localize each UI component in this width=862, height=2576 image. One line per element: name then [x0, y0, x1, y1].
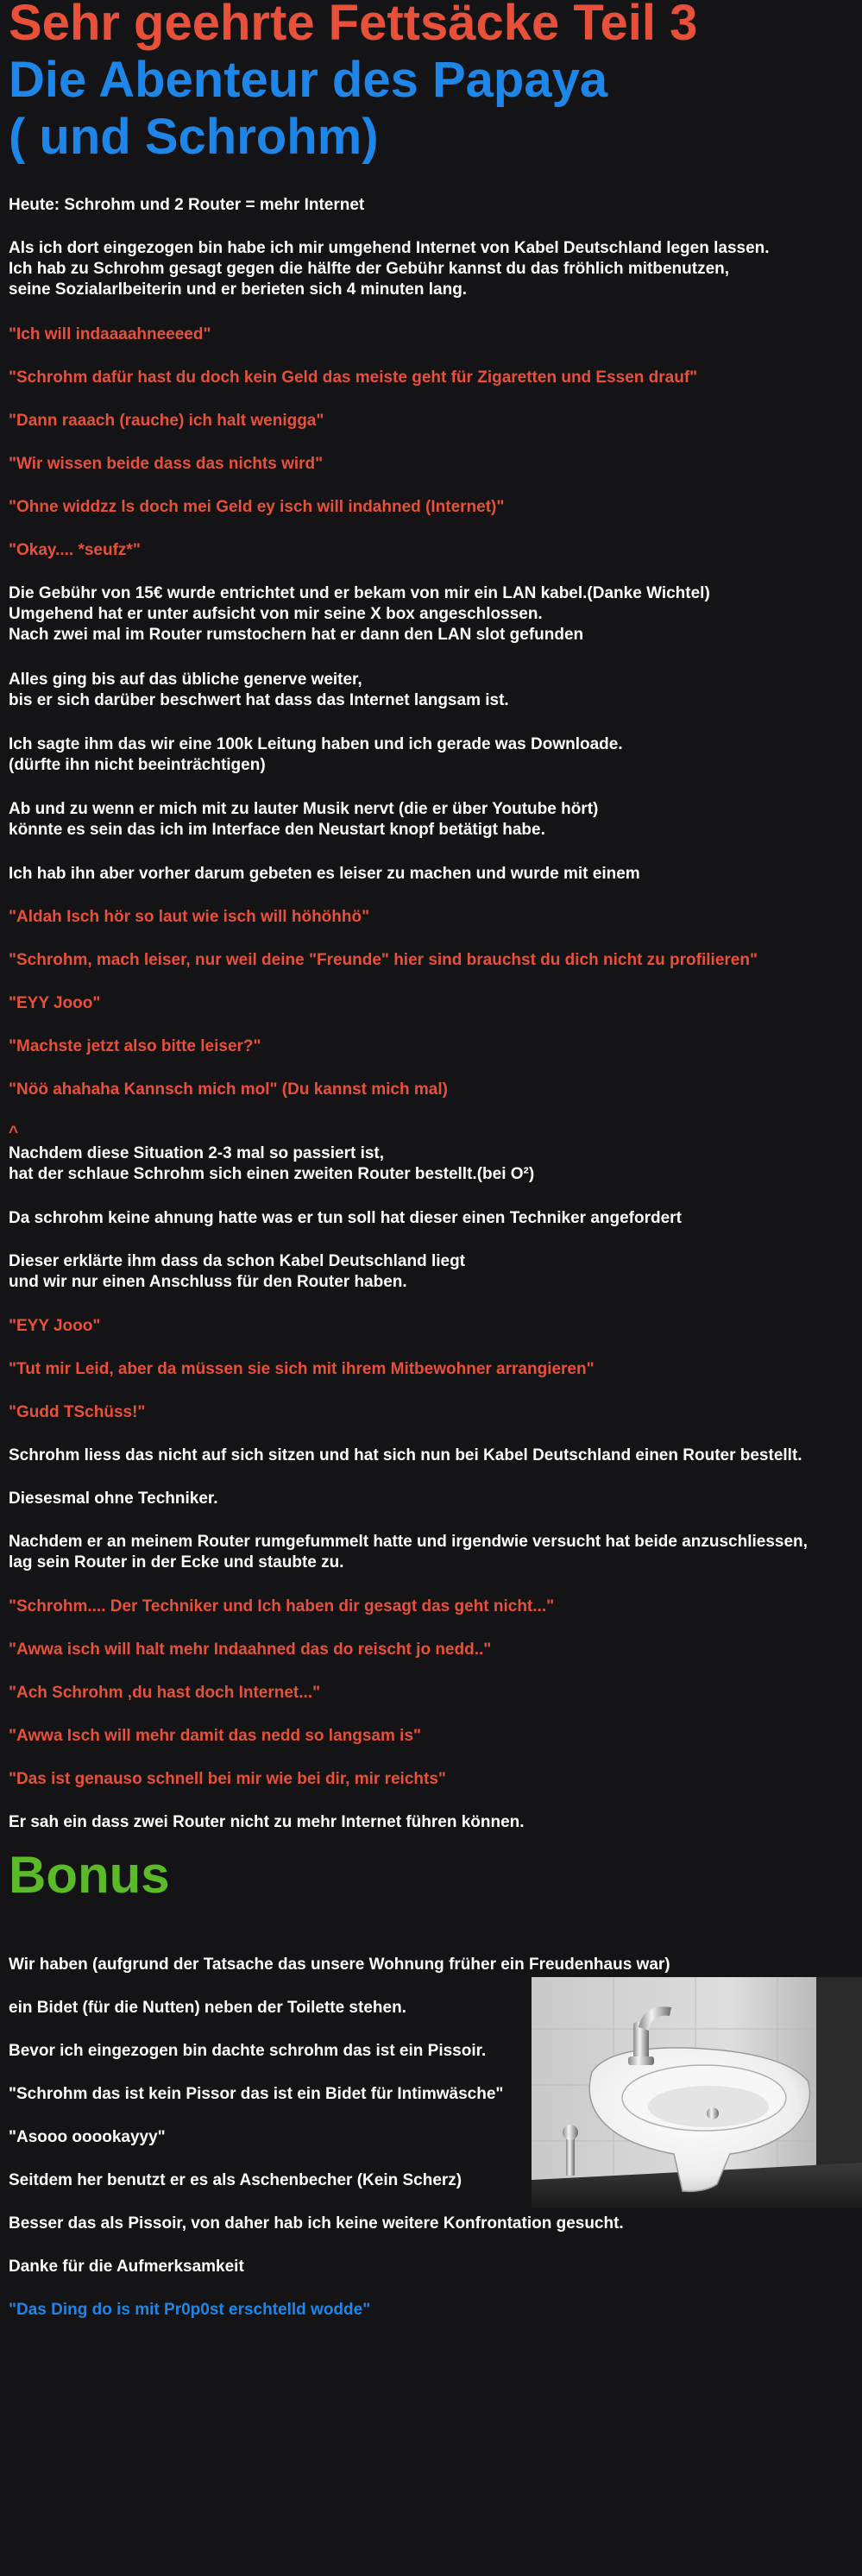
- text-line: könnte es sein das ich im Interface den Neustart knopf betätigt habe.: [9, 821, 545, 839]
- story-paragraph-second-router: [9, 1143, 534, 1185]
- story-paragraph-explained: [9, 1251, 465, 1293]
- story-technician: Da schrohm keine ahnung hatte was er tun soll hat dieser einen Techniker angefordert: [9, 1209, 682, 1227]
- bonus-text: Bevor ich eingezogen bin dachte schrohm das ist ein Pissoir.: [9, 2042, 487, 2060]
- bonus-thanks: Danke für die Aufmerksamkeit: [9, 2258, 244, 2276]
- quote: "Dann raaach (rauche) ich halt wenigga": [9, 412, 324, 430]
- quote: "Schrohm, mach leiser, nur weil deine "Freunde" hier sind brauchst du dich nicht zu profilieren": [9, 951, 758, 969]
- story-paragraph-music: [9, 799, 598, 841]
- story-conclusion: Er sah ein dass zwei Router nicht zu mehr Internet führen können.: [9, 1813, 525, 1831]
- title-line-2: Die Abenteur des Papaya: [9, 52, 608, 108]
- quote: "Awwa Isch will mehr damit das nedd so langsam is": [9, 1727, 422, 1745]
- story-paragraph-complaint: [9, 670, 509, 711]
- bidet-photo: [532, 1977, 862, 2208]
- text-line: und wir nur einen Anschluss für den Router haben.: [9, 1273, 407, 1291]
- text-line: hat der schlaue Schrohm sich einen zweiten Router bestellt.(bei O²): [9, 1165, 535, 1183]
- quote: "Okay.... *seufz*": [9, 541, 141, 559]
- story-paragraph-fee: [9, 583, 710, 646]
- text-line: Ich sagte ihm das wir eine 100k Leitung haben und ich gerade was Downloade.: [9, 735, 623, 753]
- bonus-text: "Schrohm das ist kein Pissor das ist ein Bidet für Intimwäsche": [9, 2085, 504, 2103]
- quote: "Gudd TSchüss!": [9, 1403, 146, 1421]
- bonus-heading: Bonus: [9, 1846, 170, 1904]
- story-paragraph-moved-in: [9, 238, 770, 300]
- quote: "Nöö ahahaha Kannsch mich mol" (Du kannst mich mal): [9, 1080, 448, 1099]
- quote: "EYY Jooo": [9, 1317, 101, 1335]
- text-line: Umgehend hat er unter aufsicht von mir seine X box angeschlossen.: [9, 605, 543, 623]
- story-paragraph-leitung: [9, 734, 623, 776]
- text-line: Nachdem diese Situation 2-3 mal so passiert ist,: [9, 1144, 385, 1162]
- quote: "Das ist genauso schnell bei mir wie bei dir, mir reichts": [9, 1770, 446, 1788]
- story-ordered-router: Schrohm liess das nicht auf sich sitzen und hat sich nun bei Kabel Deutschland einen Router bestellt.: [9, 1446, 802, 1464]
- quote: "Tut mir Leid, aber da müssen sie sich mit ihrem Mitbewohner arrangieren": [9, 1360, 595, 1378]
- bonus-text: Besser das als Pissoir, von daher hab ich keine weitere Konfrontation gesucht.: [9, 2214, 624, 2233]
- text-line: Als ich dort eingezogen bin habe ich mir umgehend Internet von Kabel Deutschland legen lassen.: [9, 239, 770, 257]
- quote: "Aldah Isch hör so laut wie isch will höhöhhö": [9, 908, 370, 926]
- quote: "Schrohm.... Der Techniker und Ich haben dir gesagt das geht nicht...": [9, 1597, 555, 1616]
- title-line-3: ( und Schrohm): [9, 109, 379, 165]
- bonus-text: Seitdem her benutzt er es als Aschenbecher (Kein Scherz): [9, 2171, 462, 2189]
- story-no-technician: Diesesmal ohne Techniker.: [9, 1490, 218, 1508]
- bonus-text: "Asooo ooookayyy": [9, 2128, 166, 2146]
- bonus-credit: "Das Ding do is mit Pr0p0st erschtelld wodde": [9, 2301, 371, 2319]
- text-line: Nachdem er an meinem Router rumgefummelt hatte und irgendwie versucht hat beide anzuschliessen,: [9, 1533, 808, 1551]
- story-paragraph-fiddled: [9, 1532, 808, 1573]
- text-line: Alles ging bis auf das übliche generve weiter,: [9, 671, 362, 689]
- quote: "Ohne widdzz ls doch mei Geld ey isch will indahned (Internet)": [9, 498, 505, 516]
- text-line: Ich hab zu Schrohm gesagt gegen die hälfte der Gebühr kannst du das fröhlich mitbenutzen,: [9, 260, 730, 278]
- story-intro: Heute: Schrohm und 2 Router = mehr Internet: [9, 196, 365, 214]
- quote: "Ich will indaaaahneeeed": [9, 325, 211, 343]
- quote: "Machste jetzt also bitte leiser?": [9, 1037, 261, 1055]
- bonus-text: Wir haben (aufgrund der Tatsache das unsere Wohnung früher ein Freudenhaus war): [9, 1956, 670, 1974]
- quote: "Schrohm dafür hast du doch kein Geld das meiste geht für Zigaretten und Essen drauf": [9, 368, 698, 387]
- text-line: lag sein Router in der Ecke und staubte zu.: [9, 1553, 344, 1571]
- text-line: (dürfte ihn nicht beeinträchtigen): [9, 756, 266, 774]
- quote: "Ach Schrohm ,du hast doch Internet...": [9, 1684, 321, 1702]
- text-line: Nach zwei mal im Router rumstochern hat er dann den LAN slot gefunden: [9, 626, 584, 644]
- title-line-1: Sehr geehrte Fettsäcke Teil 3: [9, 0, 698, 51]
- text-line: Dieser erklärte ihm dass da schon Kabel Deutschland liegt: [9, 1252, 466, 1270]
- story-asked: Ich hab ihn aber vorher darum gebeten es leiser zu machen und wurde mit einem: [9, 865, 640, 883]
- quote: "Wir wissen beide dass das nichts wird": [9, 455, 324, 473]
- quote: "EYY Jooo": [9, 994, 101, 1012]
- text-line: Die Gebühr von 15€ wurde entrichtet und er bekam von mir ein LAN kabel.(Danke Wichtel): [9, 584, 710, 602]
- text-line: bis er sich darüber beschwert hat dass das Internet langsam ist.: [9, 691, 509, 709]
- caret-mark: ^: [9, 1124, 19, 1142]
- text-line: seine Sozialarlbeiterin und er berieten sich 4 minuten lang.: [9, 280, 468, 299]
- bonus-text: ein Bidet (für die Nutten) neben der Toilette stehen.: [9, 1999, 406, 2017]
- text-line: Ab und zu wenn er mich mit zu lauter Musik nervt (die er über Youtube hört): [9, 800, 599, 818]
- quote: "Awwa isch will halt mehr Indaahned das do reischt jo nedd..": [9, 1641, 492, 1659]
